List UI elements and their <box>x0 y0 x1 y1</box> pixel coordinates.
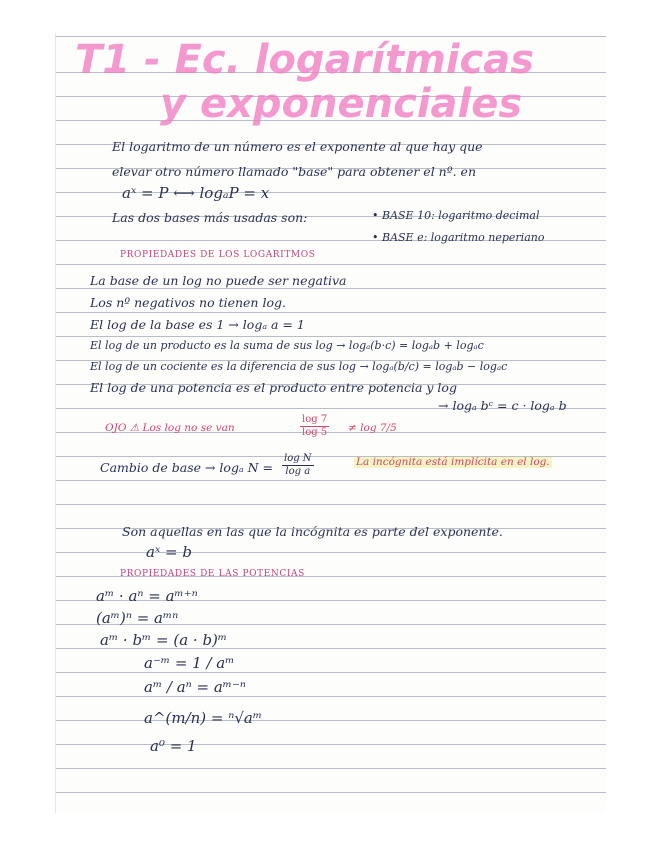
page-title-line2: y exponenciales <box>160 81 523 127</box>
exp-definition: Son aquellas en las que la incógnita es parte del exponente. <box>122 524 503 539</box>
power-property-3: aᵐ · bᵐ = (a · b)ᵐ <box>100 631 228 649</box>
power-property-2: (aᵐ)ⁿ = aᵐⁿ <box>96 609 179 627</box>
observation-rhs: ≠ log 7/5 <box>348 422 397 434</box>
change-of-base-numerator: log N <box>284 453 312 464</box>
base-e: • BASE e: logaritmo neperiano <box>372 231 545 244</box>
base-10: • BASE 10: logaritmo decimal <box>372 209 540 222</box>
log-definition-line2: elevar otro número llamado "base" para obtener el nº. en <box>112 164 476 179</box>
observation-numerator: log 7 <box>302 414 328 425</box>
log-property-6: El log de una potencia es el producto entre potencia y log <box>90 380 457 395</box>
change-of-base-fraction <box>282 453 314 477</box>
change-of-base-label: Cambio de base → logₐ N = <box>100 460 274 475</box>
observation-denominator: log 5 <box>302 426 328 438</box>
power-rule: → logₐ bᶜ = c · logₐ b <box>438 398 567 413</box>
log-property-5: El log de un cociente es la diferencia de sus log → logₐ(b/c) = logₐb − logₐc <box>90 360 508 373</box>
power-property-1: aᵐ · aⁿ = aᵐ⁺ⁿ <box>96 587 198 605</box>
change-of-base-denominator: log a <box>285 465 311 477</box>
log-properties-heading: PROPIEDADES DE LOS LOGARITMOS <box>120 250 316 260</box>
power-property-5: aᵐ / aⁿ = aᵐ⁻ⁿ <box>144 678 246 696</box>
power-property-6: a^(m/n) = ⁿ√aᵐ <box>144 709 263 727</box>
log-property-3: El log de la base es 1 → logₐ a = 1 <box>90 317 305 332</box>
power-properties-heading: PROPIEDADES DE LAS POTENCIAS <box>120 569 305 579</box>
change-of-base-note: La incógnita está implícita en el log. <box>356 456 550 468</box>
log-definition-line1: El logaritmo de un número es el exponente al que hay que <box>112 139 483 154</box>
log-property-1: La base de un log no puede ser negativa <box>90 273 347 288</box>
bases-intro: Las dos bases más usadas son: <box>112 210 308 225</box>
log-equivalence: aˣ = P ⟷ logₐP = x <box>122 184 270 202</box>
exp-form: aˣ = b <box>146 543 192 561</box>
power-property-4: a⁻ᵐ = 1 / aᵐ <box>144 654 235 672</box>
power-property-7: a⁰ = 1 <box>150 737 197 755</box>
observation-fraction <box>300 414 329 438</box>
log-property-2: Los nº negativos no tienen log. <box>90 295 286 310</box>
observation-label: OJO ⚠ Los log no se van <box>105 422 235 434</box>
log-property-4: El log de un producto es la suma de sus log → logₐ(b·c) = logₐb + logₐc <box>90 339 484 352</box>
page-title: T1 - Ec. logarítmicas <box>75 37 535 83</box>
